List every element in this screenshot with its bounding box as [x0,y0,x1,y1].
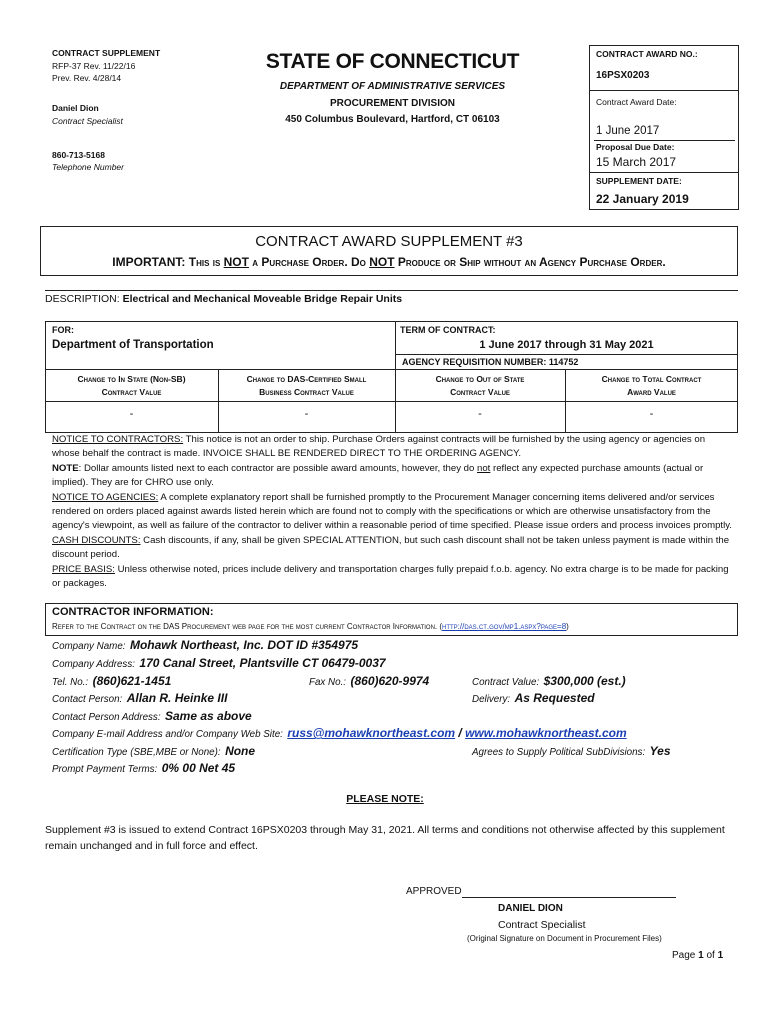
delivery-row: Delivery: As Requested [472,691,595,705]
total-award-header: Change to Total Contract Award Value [601,374,702,397]
company-name-row: Company Name: Mohawk Northeast, Inc. DOT ID #354975 [52,638,359,652]
company-website-link[interactable]: www.mohawknortheast.com [465,726,627,740]
approver-title: Contract Specialist [498,919,586,931]
notices-block [52,433,734,591]
contract-value: $300,000 (est.) [543,674,626,688]
company-address: 170 Canal Street, Plantsville CT 06479-0037 [139,656,386,670]
specialist-phone: 860-713-5168 [52,150,105,160]
please-note-text: Supplement #3 is issued to extend Contract 16PSX0203 through May 31, 2021. All terms and conditions not otherwise affected by this supplement remain unchanged and in full force and effect. [45,824,725,852]
approver-name: DANIEL DION [498,903,563,914]
form-revision: RFP-37 Rev. 11/22/16 [52,61,136,71]
cash-discounts: CASH DISCOUNTS: Cash discounts, if any, shall be given SPECIAL ATTENTION, but such cash discount shall not be taken unless payment is made within the discount period. [52,534,730,561]
company-address-row: Company Address: 170 Canal Street, Plantsville CT 06479-0037 [52,656,386,670]
term-value: 1 June 2017 through 31 May 2021 [479,339,654,351]
page-number: Page 1 of 1 [672,950,724,961]
fax-row: Fax No.: (860)620-9974 [309,674,430,688]
contact-address: Same as above [165,709,252,723]
certification-row: Certification Type (SBE,MBE or None): None [52,744,256,758]
please-note-heading: PLEASE NOTE: [346,793,424,805]
contact-address-row: Contact Person Address: Same as above [52,709,252,723]
phone-label: Telephone Number [52,162,124,172]
supplement-date-label: SUPPLEMENT DATE: [596,176,682,186]
contract-value-row: Contract Value: $300,000 (est.) [472,674,626,688]
company-name: Mohawk Northeast, Inc. DOT ID #354975 [129,638,359,652]
award-no-label: CONTRACT AWARD NO.: [596,49,698,59]
in-state-value: - [129,408,134,420]
proposal-due-label: Proposal Due Date: [596,142,675,152]
das-small-business-header: Change to DAS-Certified Small Business Contract Value [246,374,367,397]
contractor-info-heading: CONTRACTOR INFORMATION: [52,606,214,618]
prompt-payment-row: Prompt Payment Terms: 0% 00 Net 45 [52,761,236,775]
notice-to-agencies: NOTICE TO AGENCIES: A complete explanatory report shall be furnished promptly to the Procurement Manager concerning items delivered and/or services rendered on orders placed against awards listed herein which are found not to comply with the specifications or which are otherwise unsatisfactory from the agency's viewpoint, as well as failure of the contractor to deliver within a reasonable period of time specified. Please issue orders and process invoices promptly. [52,491,732,532]
award-date-label: Contract Award Date: [596,97,677,107]
signature-line [462,897,676,898]
form-prev-revision: Prev. Rev. 4/28/14 [52,73,122,83]
form-title: CONTRACT SUPPLEMENT [52,48,161,58]
specialist-name: Daniel Dion [52,103,99,113]
description: DESCRIPTION: Electrical and Mechanical Moveable Bridge Repair Units [45,293,403,305]
department-name: DEPARTMENT OF ADMINISTRATIVE SERVICES [279,81,506,92]
fax-number: (860)620-9974 [350,674,430,688]
division-name: PROCUREMENT DIVISION [329,98,455,109]
proposal-due-date: 15 March 2017 [596,155,677,169]
state-title: STATE OF CONNECTICUT [265,50,520,73]
tel-row: Tel. No.: (860)621-1451 [52,674,172,688]
das-small-business-value: - [304,408,309,420]
total-award-value: - [649,408,654,420]
political-subdivisions: Yes [649,744,671,758]
certification-type: None [225,744,256,758]
out-of-state-value: - [478,408,482,420]
contact-person: Allan R. Heinke III [126,691,228,705]
price-basis: PRICE BASIS: Unless otherwise noted, prices include delivery and transportation charges fully prepaid f.o.b. agency. No extra charge is to be made for packing or packages. [52,563,729,590]
award-no: 16PSX0203 [596,70,650,81]
contractor-refer-note: Refer to the Contract on the DAS Procurement web page for the most current Contractor Information. (http://das.ct.gov/mp1.aspx?page=8) [52,622,569,631]
out-of-state-header: Change to Out of State Contract Value [435,374,525,397]
for-label: FOR: [52,325,74,335]
email-website-row: Company E-mail Address and/or Company Web Site: russ@mohawknortheast.com / www.mohawknortheast.com [52,726,627,740]
specialist-title: Contract Specialist [52,116,123,126]
contact-person-row: Contact Person: Allan R. Heinke III [52,691,228,705]
note-paragraph: NOTE: Dollar amounts listed next to each contractor are possible award amounts, however, they do not reflect any expected purchase amounts (actual or implied). They are for CHRO use only. [52,462,704,489]
in-state-header: Change to In State (Non-SB) Contract Value [77,374,186,397]
supplement-title: CONTRACT AWARD SUPPLEMENT #3 [255,233,523,250]
company-email-link[interactable]: russ@mohawknortheast.com [287,726,456,740]
prompt-payment-terms: 0% 00 Net 45 [161,761,236,775]
requisition-number: AGENCY REQUISITION NUMBER: 114752 [402,357,579,367]
supplement-date: 22 January 2019 [596,192,689,206]
division-address: 450 Columbus Boulevard, Hartford, CT 06103 [285,114,500,125]
signature-note: (Original Signature on Document in Procurement Files) [467,934,662,943]
tel-number: (860)621-1451 [92,674,172,688]
approved-label: APPROVED [406,886,462,897]
award-date: 1 June 2017 [596,125,660,137]
term-label: TERM OF CONTRACT: [400,325,496,335]
notice-to-contractors: NOTICE TO CONTRACTORS: This notice is not an order to ship. Purchase Orders against contracts will be furnished by the using agency or agencies on whose behalf the contract is made. INVOICE SHALL BE RENDERED DIRECT TO THE ORDERING AGENCY. [52,434,706,460]
agency-name: Department of Transportation [52,339,214,351]
delivery-terms: As Requested [514,691,595,705]
important-notice: IMPORTANT: This is NOT a Purchase Order. Do NOT Produce or Ship without an Agency Purchase Order. [112,255,666,269]
political-subdivisions-row: Agrees to Supply Political SubDivisions: Yes [472,744,671,758]
das-procurement-link[interactable]: http://das.ct.gov/mp1.aspx?page=8 [442,622,567,631]
